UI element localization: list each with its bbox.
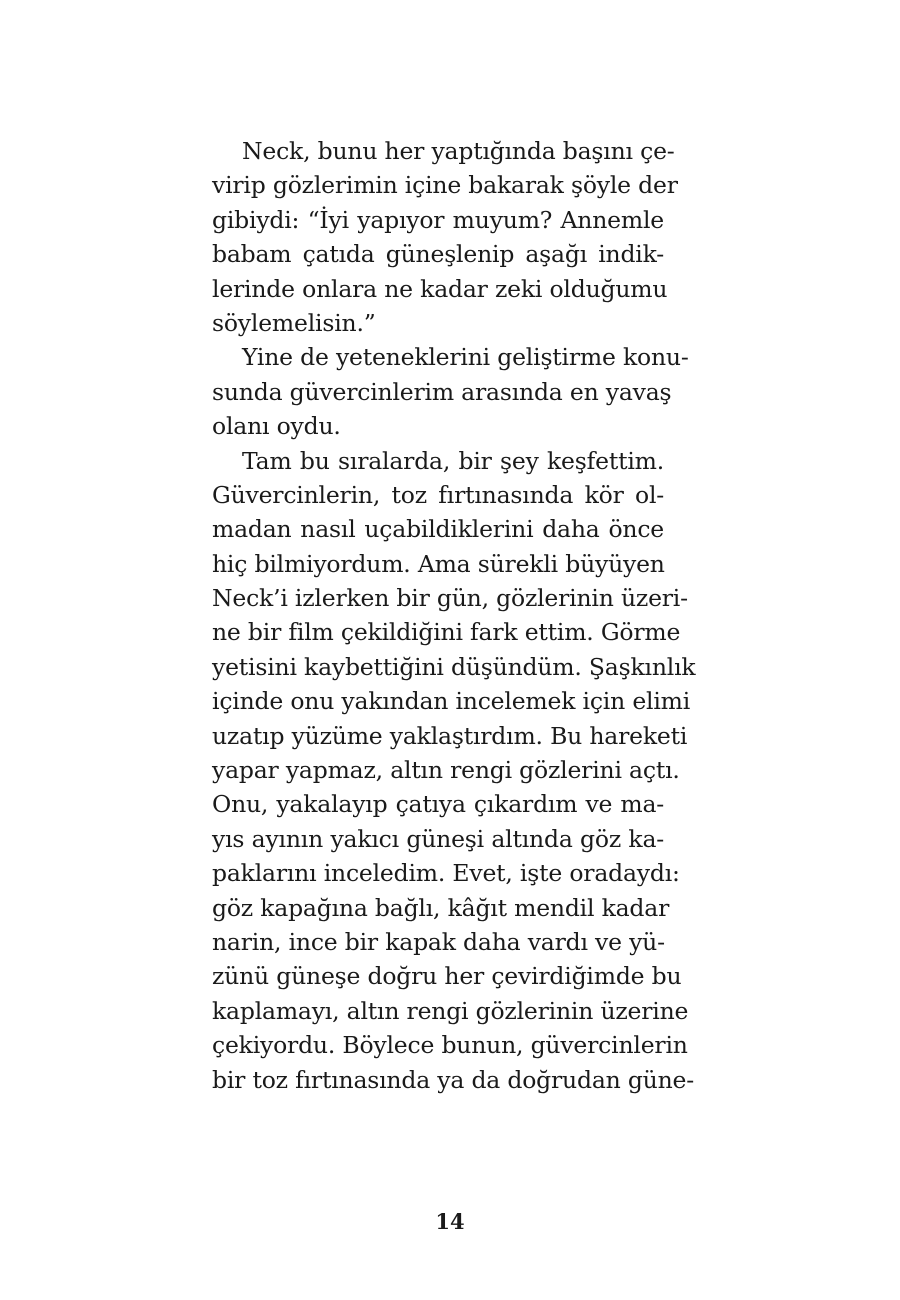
paragraph-3 <box>212 444 696 1097</box>
text-line: Neck, bunu her yaptığında başını çe- <box>242 137 675 165</box>
text-line: Yine de yeteneklerini geliştirme konu- <box>242 343 689 372</box>
text-line: kaplamayı, altın rengi gözlerinin üzerine <box>212 996 689 1025</box>
text-line: hiç bilmiyordum. Ama sürekli büyüyen <box>212 549 665 578</box>
text-line: narin, ince bir kapak daha vardı ve yü- <box>212 927 665 956</box>
text-line: içinde onu yakından incelemek için elimi <box>212 687 691 716</box>
text-line: Güvercinlerin, toz fırtınasında kör ol- <box>212 480 664 509</box>
text-line: bir toz fırtınasında ya da doğrudan güne- <box>212 1065 694 1094</box>
text-line: Onu, yakalayıp çatıya çıkardım ve ma- <box>212 790 664 819</box>
text-line: virip gözlerimin içine bakarak şöyle der <box>212 171 678 200</box>
text-line: zünü güneşe doğru her çevirdiğimde bu <box>212 962 682 991</box>
text-line: Neck’i izlerken bir gün, gözlerinin üzeri- <box>212 584 688 613</box>
page-number: 14 <box>435 1209 465 1234</box>
text-line: uzatıp yüzüme yaklaştırdım. Bu hareketi <box>212 721 688 750</box>
text-line: lerinde onlara ne kadar zeki olduğumu <box>212 274 668 303</box>
text-line: yetisini kaybettiğini düşündüm. Şaşkınlık <box>212 652 696 681</box>
text-line: babam çatıda güneşlenip aşağı indik- <box>212 240 664 269</box>
paragraph-2 <box>212 340 689 443</box>
text-line: yapar yapmaz, altın rengi gözlerini açtı. <box>212 756 680 785</box>
text-line: sunda güvercinlerim arasında en yavaş <box>212 377 672 406</box>
text-line: çekiyordu. Böylece bunun, güvercinlerin <box>212 1031 688 1060</box>
body-text <box>212 134 696 1097</box>
text-line: olanı oydu. <box>212 412 341 441</box>
text-line: madan nasıl uçabildiklerini daha önce <box>212 515 664 544</box>
text-line: yıs ayının yakıcı güneşi altında göz ka- <box>212 824 664 853</box>
paragraph-1 <box>212 134 678 340</box>
text-line: paklarını inceledim. Evet, işte oradaydı: <box>212 859 680 888</box>
text-line: gibiydi: “İyi yapıyor muyum? Annemle <box>212 205 664 234</box>
text-line: göz kapağına bağlı, kâğıt mendil kadar <box>212 893 670 922</box>
text-line: Tam bu sıralarda, bir şey keşfettim. <box>242 446 664 475</box>
text-line: ne bir film çekildiğini fark ettim. Görme <box>212 618 681 647</box>
text-line: söylemelisin.” <box>212 308 376 337</box>
